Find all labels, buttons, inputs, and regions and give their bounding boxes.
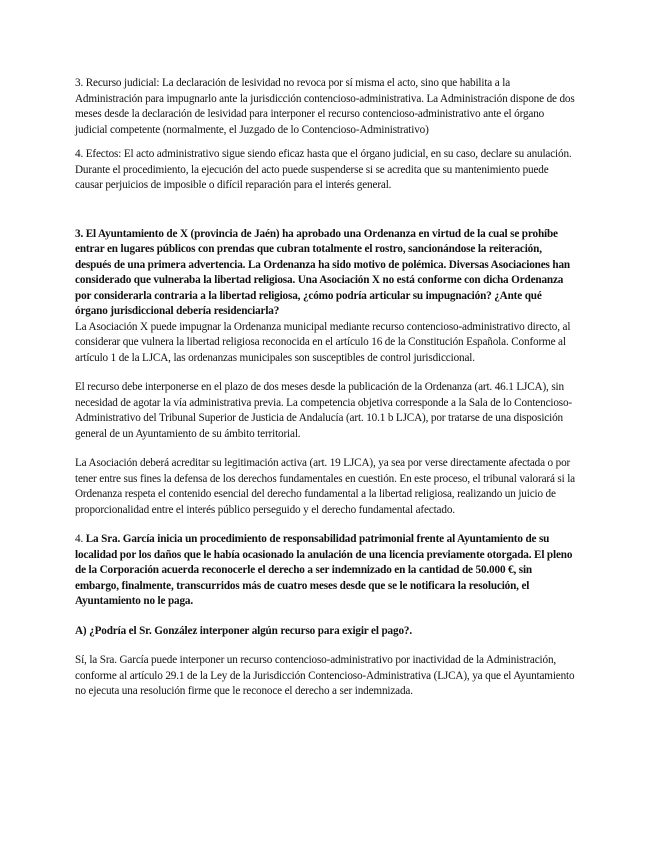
answer-3-paragraph-1: La Asociación X puede impugnar la Ordenanza municipal mediante recurso contencioso-administrativo directo, al considerar que vulnera la libertad religiosa reconocida en el artículo 16 de la Constitución Española. Conforme al artículo 1 de la LJCA, las ordenanzas municipales son susceptibles de control jurisdiccional. [75, 320, 571, 364]
question-4 [75, 532, 575, 610]
question-4-text: La Sra. García inicia un procedimiento de responsabilidad patrimonial frente al Ayuntamiento de su localidad por los daños que le había ocasionado la anulación de una licencia previamente otorgada. El pleno de la Corporación acuerda reconocerle el derecho a ser indemnizado en la cantidad de 50.000 €, sin embargo, finalmente, transcurridos más de cuatro meses desde que se le notificara la resolución, el Ayuntamiento no le paga. [75, 533, 573, 607]
paragraph-recurso-judicial: 3. Recurso judicial: La declaración de lesividad no revoca por sí misma el acto, sino que habilita a la Administración para impugnarlo ante la jurisdicción contencioso-administrativa. La Administración dispone de dos meses desde la declaración de lesividad para interponer el recurso contencioso-administrativo ante el órgano judicial competente (normalmente, el Juzgado de lo Contencioso-Administrativo) [75, 77, 575, 136]
answer-3-paragraph-3: La Asociación deberá acreditar su legitimación activa (art. 19 LJCA), ya sea por verse directamente afectada o por tener entre sus fines la defensa de los derechos fundamentales en cuestión. En este proceso, el tribunal valorará si la Ordenanza respeta el contenido esencial del derecho fundamental a la libertad religiosa, realizando un juicio de proporcionalidad entre el interés público perseguido y el derecho fundamental afectado. [75, 457, 575, 516]
document-page [75, 76, 575, 700]
question-4a: A) ¿Podría el Sr. González interponer algún recurso para exigir el pago?. [75, 624, 412, 637]
question-3: 3. El Ayuntamiento de X (provincia de Jaén) ha aprobado una Ordenanza en virtud de la cual se prohíbe entrar en lugares públicos con prendas que cubran totalmente el rostro, sancionándose la reiteración, después de una primera advertencia. La Ordenanza ha sido motivo de polémica. Diversas Asociaciones han considerado que vulneraba la libertad religiosa. Una Asociación X no está conforme con dicha Ordenanza por considerarla contraria a la libertad religiosa, ¿cómo podría articular su impugnación? ¿Ante qué órgano jurisdiccional debería residenciarla? [75, 227, 570, 317]
answer-4: Sí, la Sra. García puede interponer un recurso contencioso-administrativo por inactividad de la Administración, conforme al artículo 29.1 de la Ley de la Jurisdicción Contencioso-Administrativa (LJCA), ya que el Ayuntamiento no ejecuta una resolución firme que le reconoce el derecho a ser indemnizada. [75, 654, 575, 697]
answer-3-paragraph-2: El recurso debe interponerse en el plazo de dos meses desde la publicación de la Ordenanza (art. 46.1 LJCA), sin necesidad de agotar la vía administrativa previa. La competencia objetiva corresponde a la Sala de lo Contencioso-Administrativo del Tribunal Superior de Justicia de Andalucía (art. 10.1 b LJCA), por tratarse de una disposición general de un Ayuntamiento de su ámbito territorial. [75, 381, 573, 440]
paragraph-efectos: 4. Efectos: El acto administrativo sigue siendo eficaz hasta que el órgano judicial, en su caso, declare su anulación. Durante el procedimiento, la ejecución del acto puede suspenderse si se acredita que su mantenimiento puede causar perjuicios de imposible o difícil reparación para el interés general. [75, 148, 572, 191]
question-4-number: 4. [75, 533, 86, 545]
